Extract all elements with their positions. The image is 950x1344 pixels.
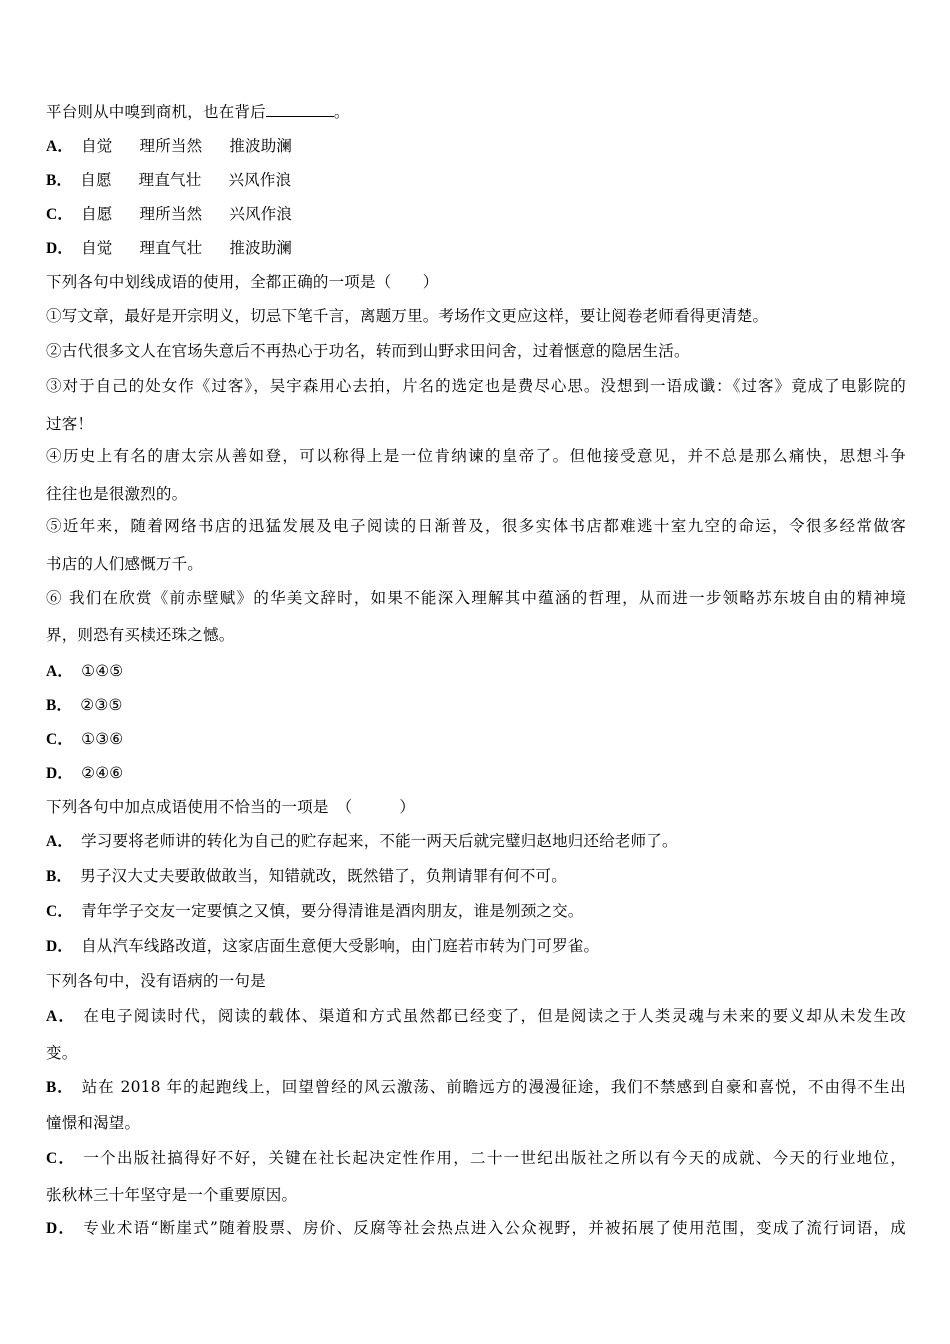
option-label: C． <box>46 731 74 748</box>
option-label: A． <box>46 833 74 850</box>
option-word: 理直气壮 <box>138 171 202 189</box>
q1-sentence-5: ⑤近年来，随着网络书店的迅猛发展及电子阅读的日渐普及，很多实体书店都难逃十室九空的命运，令很多经常做客 <box>46 517 906 535</box>
option-label: C． <box>46 1150 76 1167</box>
option-label: B． <box>46 868 73 885</box>
q3-option-a <box>46 1006 906 1027</box>
q0-tail-end: 。 <box>333 103 350 121</box>
q0-option-d <box>46 238 319 259</box>
option-text: ①③⑥ <box>81 730 124 748</box>
q0-option-c <box>46 204 319 225</box>
q1-sentence-4: ④历史上有名的唐太宗从善如登，可以称得上是一位肯纳谏的皇帝了。但他接受意见，并不总是那么痛快，思想斗争 <box>46 447 906 465</box>
option-word: 自觉 <box>81 239 113 257</box>
option-label: B． <box>46 697 73 714</box>
q3-option-d <box>46 1218 906 1239</box>
answer-blank <box>266 102 334 117</box>
option-text: 一个出版社搞得好不好，关键在社长起决定性作用，二十一世纪出版社之所以有今天的成就、今天的行业地位， <box>83 1149 907 1167</box>
q3-option-c <box>46 1148 906 1169</box>
option-label: B． <box>46 1079 74 1096</box>
option-text: ②④⑥ <box>81 764 124 782</box>
q3-option-b-cont: 憧憬和渴望。 <box>46 1114 141 1132</box>
q3-option-b <box>46 1077 906 1098</box>
option-word: 自觉 <box>81 137 113 155</box>
option-text: 男子汉大丈夫要敢做敢当，知错就改，既然错了，负荆请罪有何不可。 <box>80 867 567 885</box>
option-word: 兴风作浪 <box>228 171 292 189</box>
option-label: A． <box>46 1008 76 1025</box>
option-label: D． <box>46 765 74 782</box>
option-label: C． <box>46 903 74 920</box>
q2-stem: 下列各句中加点成语使用不恰当的一项是 （ ） <box>46 798 416 816</box>
q0-option-b <box>46 170 318 191</box>
option-label: D． <box>46 240 74 257</box>
option-text: 青年学子交友一定要慎之又慎，要分得清谁是酒肉朋友，谁是刎颈之交。 <box>81 902 584 920</box>
option-text: 在电子阅读时代，阅读的载体、渠道和方式虽然都已经变了，但是阅读之于人类灵魂与未来的要义却从未发生改 <box>83 1007 907 1025</box>
option-word: 理所当然 <box>139 137 203 155</box>
q1-sentence-1: ①写文章，最好是开宗明义，切忌下笔千言，离题万里。考场作文更应这样，要让阅卷老师看得更清楚。 <box>46 307 769 325</box>
option-label: D． <box>46 1220 76 1237</box>
q1-stem: 下列各句中划线成语的使用，全都正确的一项是（ ） <box>46 273 439 291</box>
q0-option-a <box>46 136 319 157</box>
q1-sentence-3: ③对于自己的处女作《过客》，吴宇森用心去拍，片名的选定也是费尽心思。没想到一语成谶：《过客》竟成了电影院的 <box>46 377 906 395</box>
option-label: B． <box>46 172 73 189</box>
q3-option-c-cont: 张秋林三十年坚守是一个重要原因。 <box>46 1186 298 1204</box>
q2-option-b <box>46 866 567 887</box>
option-word: 理所当然 <box>139 205 203 223</box>
q2-option-d <box>46 936 599 957</box>
option-label: A． <box>46 663 74 680</box>
q0-tail-text: 平台则从中嗅到商机，也在背后 <box>46 103 266 121</box>
q1-sentence-5-cont: 书店的人们感慨万千。 <box>46 555 204 573</box>
q1-sentence-3-cont: 过客！ <box>46 415 94 433</box>
q1-option-d <box>46 763 123 784</box>
option-text: 站在 2018 年的起跑线上，回望曾经的风云激荡、前瞻远方的漫漫征途，我们不禁感到自豪和喜悦，不由得不生出 <box>81 1078 906 1096</box>
option-label: C． <box>46 206 74 223</box>
option-text: ①④⑤ <box>81 662 124 680</box>
q1-option-c <box>46 729 123 750</box>
option-word: 推波助澜 <box>229 239 293 257</box>
option-word: 兴风作浪 <box>229 205 293 223</box>
q1-sentence-4-cont: 往往也是很激烈的。 <box>46 485 188 503</box>
q1-sentence-6: ⑥ 我们在欣赏《前赤壁赋》的华美文辞时，如果不能深入理解其中蕴涵的哲理，从而进一步领略苏东坡自由的精神境 <box>46 589 906 607</box>
option-text: 学习要将老师讲的转化为自己的贮存起来，不能一两天后就完璧归赵地归还给老师了。 <box>81 832 678 850</box>
option-word: 自愿 <box>81 205 113 223</box>
q0-stem-tail <box>46 102 350 122</box>
option-word: 自愿 <box>80 171 112 189</box>
q2-option-c <box>46 901 584 922</box>
q1-sentence-2: ②古代很多文人在官场失意后不再热心于功名，转而到山野求田问舍，过着惬意的隐居生活。 <box>46 342 690 360</box>
option-label: A． <box>46 138 74 155</box>
option-label: D． <box>46 938 74 955</box>
option-word: 理直气壮 <box>139 239 203 257</box>
q1-sentence-6-cont: 界，则恐有买椟还珠之憾。 <box>46 626 235 644</box>
q3-stem: 下列各句中，没有语病的一句是 <box>46 972 266 990</box>
q1-option-b <box>46 695 123 716</box>
q1-option-a <box>46 661 123 682</box>
q2-option-a <box>46 831 678 852</box>
option-text: 专业术语“断崖式”随着股票、房价、反腐等社会热点进入公众视野，并被拓展了使用范围，变成了流行词语，成 <box>83 1219 907 1237</box>
option-text: ②③⑤ <box>80 696 123 714</box>
option-text: 自从汽车线路改道，这家店面生意便大受影响，由门庭若市转为门可罗雀。 <box>81 937 600 955</box>
q3-option-a-cont: 变。 <box>46 1044 78 1062</box>
option-word: 推波助澜 <box>229 137 293 155</box>
